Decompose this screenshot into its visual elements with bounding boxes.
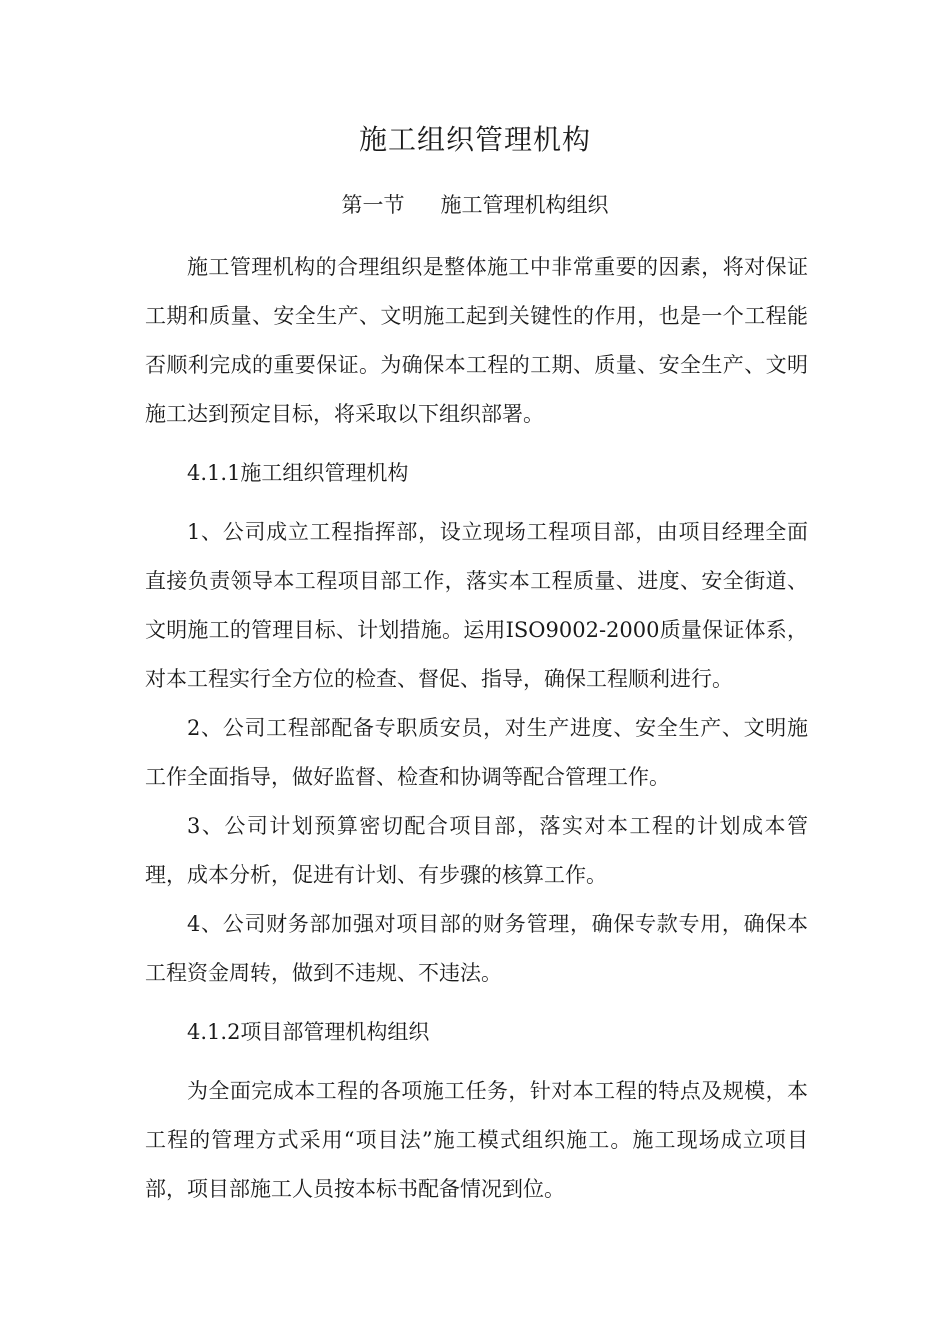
closing-paragraph: 为全面完成本工程的各项施工任务，针对本工程的特点及规模，本工程的管理方式采用“项目法”施工模式组织施工。施工现场成立项目部，项目部施工人员按本标书配备情况到位。 xyxy=(145,1079,808,1201)
subsection-heading-4-1-1: 4.1.1施工组织管理机构 xyxy=(187,461,409,485)
document-body xyxy=(145,243,808,1214)
section-name: 施工管理机构组织 xyxy=(440,193,609,217)
section-number: 第一节 xyxy=(341,193,405,217)
subsection-heading-4-1-2: 4.1.2项目部管理机构组织 xyxy=(187,1020,430,1044)
section-title xyxy=(0,188,950,222)
document-title: 施工组织管理机构 xyxy=(358,123,591,156)
intro-paragraph: 施工管理机构的合理组织是整体施工中非常重要的因素，将对保证工期和质量、安全生产、文明施工起到关键性的作用，也是一个工程能否顺利完成的重要保证。为确保本工程的工期、质量、安全生产、文明施工达到预定目标，将采取以下组织部署。 xyxy=(145,255,808,426)
list-item-4: 4、公司财务部加强对项目部的财务管理，确保专款专用，确保本工程资金周转，做到不违规、不违法。 xyxy=(145,912,808,985)
list-item-1: 1、公司成立工程指挥部，设立现场工程项目部，由项目经理全面直接负责领导本工程项目部工作，落实本工程质量、进度、安全街道、文明施工的管理目标、计划措施。运用ISO9002-2000质量保证体系，对本工程实行全方位的检查、督促、指导，确保工程顺利进行。 xyxy=(145,520,808,691)
list-item-3: 3、公司计划预算密切配合项目部，落实对本工程的计划成本管理，成本分析，促进有计划、有步骤的核算工作。 xyxy=(145,814,808,887)
list-item-2: 2、公司工程部配备专职质安员，对生产进度、安全生产、文明施工作全面指导，做好监督、检查和协调等配合管理工作。 xyxy=(145,716,808,789)
